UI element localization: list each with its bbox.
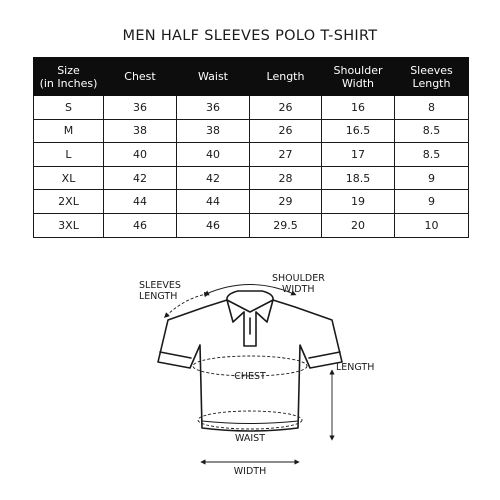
table-cell: 42 <box>177 166 250 190</box>
table-cell: 20 <box>322 213 395 237</box>
shoulder-width-label-line1: SHOULDER <box>272 273 325 284</box>
sleeves-length-label-line1: SLEEVES <box>139 280 181 291</box>
chart-title: MEN HALF SLEEVES POLO T-SHIRT <box>122 28 378 44</box>
header-waist-label: Waist <box>197 70 228 83</box>
table-row <box>34 119 469 143</box>
table-cell: 40 <box>177 143 250 167</box>
table-cell: 38 <box>177 119 250 143</box>
header-sleeves-line2: Length <box>412 76 451 90</box>
table-row <box>34 96 469 120</box>
table-row <box>34 213 469 237</box>
table-cell: 44 <box>177 190 250 214</box>
table-cell: M <box>34 119 104 143</box>
table-cell: 29.5 <box>250 213 322 237</box>
table-cell: XL <box>34 166 104 190</box>
table-row <box>34 166 469 190</box>
table-cell: 28 <box>250 166 322 190</box>
size-chart-table <box>33 57 469 238</box>
header-sleeves-length <box>395 58 469 96</box>
table-cell: 38 <box>104 119 177 143</box>
header-length <box>250 58 322 96</box>
table-cell: 44 <box>104 190 177 214</box>
header-size-line2: (in Inches) <box>39 76 98 90</box>
table-row <box>34 190 469 214</box>
table-cell: 8 <box>395 96 469 120</box>
table-cell: 8.5 <box>395 143 469 167</box>
table-cell: 3XL <box>34 213 104 237</box>
length-label: LENGTH <box>336 362 375 373</box>
table-cell: 46 <box>177 213 250 237</box>
table-cell: 16 <box>322 96 395 120</box>
sleeves-length-label-line2: LENGTH <box>139 291 178 302</box>
table-cell: S <box>34 96 104 120</box>
table-cell: 8.5 <box>395 119 469 143</box>
header-length-label: Length <box>266 70 305 83</box>
table-cell: 29 <box>250 190 322 214</box>
table-cell: 16.5 <box>322 119 395 143</box>
table-cell: 27 <box>250 143 322 167</box>
table-cell: 2XL <box>34 190 104 214</box>
table-cell: 40 <box>104 143 177 167</box>
header-shoulder-width <box>322 58 395 96</box>
table-cell: 46 <box>104 213 177 237</box>
header-sleeves-line1: Sleeves <box>410 63 453 77</box>
header-chest-label: Chest <box>124 70 156 83</box>
table-header-row <box>34 58 469 96</box>
table-cell: 9 <box>395 166 469 190</box>
header-size-line1: Size <box>57 63 80 77</box>
width-label: WIDTH <box>233 466 267 477</box>
table-cell: 26 <box>250 119 322 143</box>
table-cell: 19 <box>322 190 395 214</box>
shoulder-width-label-line2: WIDTH <box>282 284 315 295</box>
table-cell: 10 <box>395 213 469 237</box>
table-cell: 26 <box>250 96 322 120</box>
table-cell: 17 <box>322 143 395 167</box>
table-cell: 36 <box>104 96 177 120</box>
header-waist <box>177 58 250 96</box>
table-cell: 9 <box>395 190 469 214</box>
chest-label: CHEST <box>234 371 266 382</box>
table-cell: L <box>34 143 104 167</box>
table-cell: 18.5 <box>322 166 395 190</box>
polo-measurement-diagram <box>0 260 500 500</box>
header-chest <box>104 58 177 96</box>
header-shoulder-line1: Shoulder <box>333 63 383 77</box>
header-shoulder-line2: Width <box>342 76 374 90</box>
polo-shirt-icon <box>158 291 342 431</box>
waist-label: WAIST <box>234 433 266 444</box>
table-row <box>34 143 469 167</box>
table-cell: 36 <box>177 96 250 120</box>
header-size <box>34 58 104 96</box>
table-cell: 42 <box>104 166 177 190</box>
